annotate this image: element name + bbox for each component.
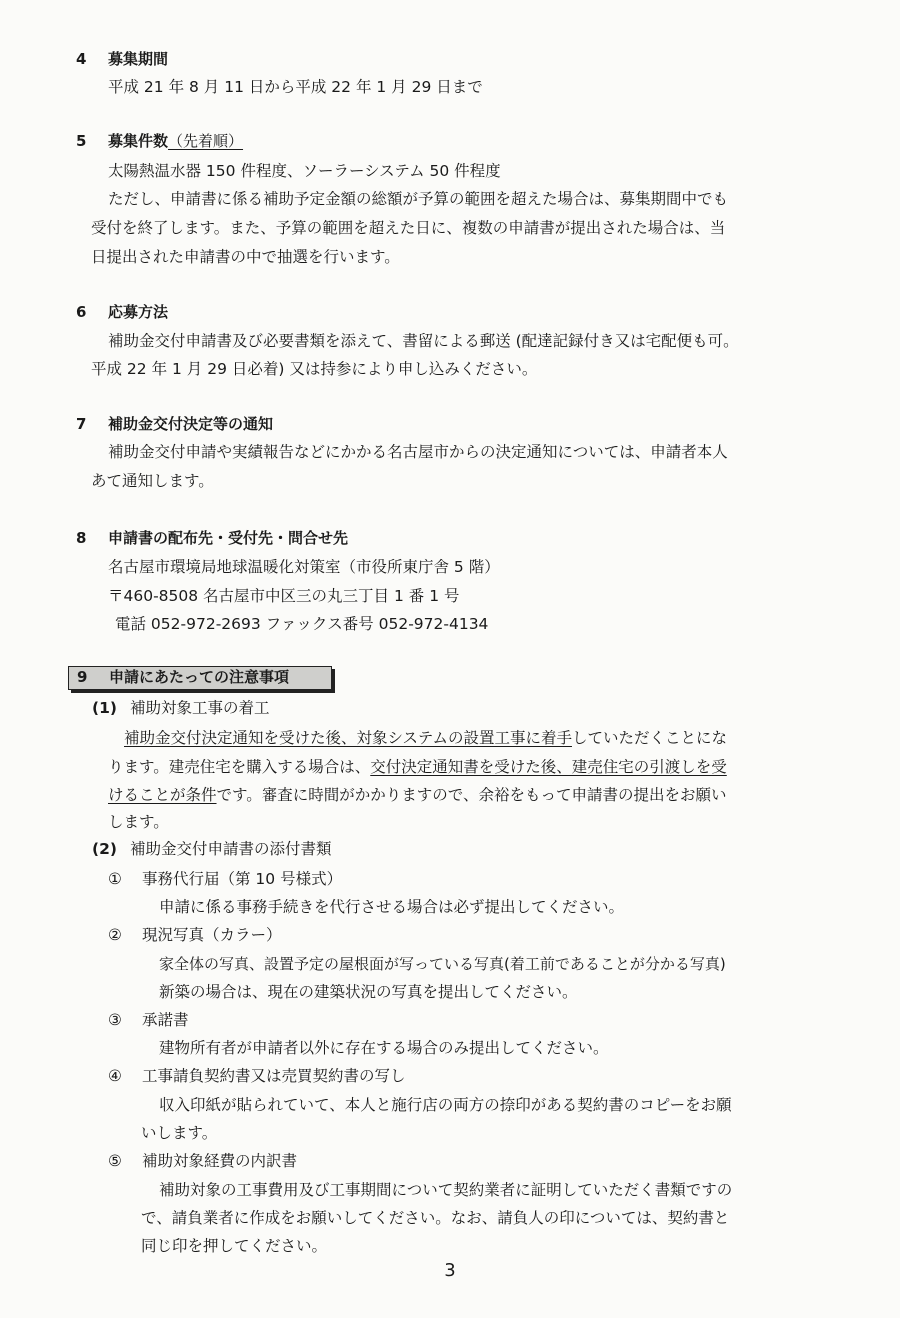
item-description: 収入印紙が貼られていて、本人と施行店の両方の捺印がある契約書のコピーをお願 <box>159 1096 732 1114</box>
subsection-1-line: 補助金交付決定通知を受けた後、対象システムの設置工事に着手していただくことにな <box>124 729 727 747</box>
item-description: 同じ印を押してください。 <box>141 1237 328 1255</box>
subsection-2-heading <box>92 838 332 860</box>
item-description: 補助対象の工事費用及び工事期間について契約業者に証明していただく書類ですの <box>159 1181 733 1199</box>
section-8-heading <box>76 527 348 549</box>
contact-address: 〒460-8508 名古屋市中区三の丸三丁目 1 番 1 号 <box>108 587 460 605</box>
subsection-1-heading <box>92 697 270 719</box>
section-title: 補助金交付決定等の通知 <box>108 415 274 433</box>
item-title: 工事請負契約書又は売買契約書の写し <box>142 1067 406 1085</box>
item-mark: ③ <box>108 1011 122 1029</box>
item-mark: ⑤ <box>108 1152 122 1170</box>
attachment-item-2 <box>108 924 282 946</box>
item-title: 承諾書 <box>142 1011 189 1029</box>
subsection-1-line: ります。建売住宅を購入する場合は、交付決定通知書を受けた後、建売住宅の引渡しを受 <box>108 758 727 776</box>
item-description: 家全体の写真、設置予定の屋根面が写っている写真(着工前であることが分かる写真) <box>159 955 726 973</box>
item-description: いします。 <box>141 1124 218 1142</box>
section-5-line: 日提出された申請書の中で抽選を行います。 <box>91 248 400 266</box>
section-6-heading <box>76 301 168 323</box>
section-title: 募集件数 <box>108 132 169 150</box>
section-5-line: 受付を終了します。また、予算の範囲を超えた日に、複数の申請書が提出された場合は、当 <box>91 219 726 237</box>
underlined-text: 補助金交付決定通知を受けた後、対象システムの設置工事に着手 <box>124 729 572 747</box>
attachment-item-1 <box>108 868 342 890</box>
section-7-heading <box>76 413 273 435</box>
section-number: 6 <box>76 303 87 321</box>
section-7-line: 補助金交付申請や実績報告などにかかる名古屋市からの決定通知については、申請者本人 <box>108 443 728 461</box>
section-6-line: 補助金交付申請書及び必要書類を添えて、書留による郵送 (配達記録付き又は宅配便も可。 <box>108 332 739 350</box>
section-title: 申請書の配布先・受付先・問合せ先 <box>108 529 349 547</box>
section-number: 5 <box>76 132 87 150</box>
attachment-item-3 <box>108 1009 189 1031</box>
subsection-mark: (1) <box>92 699 117 717</box>
subsection-title: 補助金交付申請書の添付書類 <box>130 840 332 858</box>
section-4-heading <box>76 48 168 70</box>
underlined-text: けることが条件 <box>108 786 217 804</box>
section-5-heading <box>76 130 243 152</box>
attachment-item-5 <box>108 1150 297 1172</box>
section-number: 8 <box>76 529 87 547</box>
item-mark: ② <box>108 926 122 944</box>
page-number: 3 <box>444 1260 456 1281</box>
section-7-line: あて通知します。 <box>91 472 214 490</box>
section-title: 申請にあたっての注意事項 <box>109 668 290 686</box>
item-description: 申請に係る事務手続きを代行させる場合は必ず提出してください。 <box>159 898 625 916</box>
subsection-title: 補助対象工事の着工 <box>130 699 270 717</box>
item-description: で、請負業者に作成をお願いしてください。なお、請負人の印については、契約書と <box>141 1209 730 1227</box>
item-description: 新築の場合は、現在の建築状況の写真を提出してください。 <box>159 983 578 1001</box>
subsection-1-line: します。 <box>108 813 169 831</box>
section-number: 4 <box>76 50 87 68</box>
item-title: 補助対象経費の内訳書 <box>142 1152 298 1170</box>
contact-office: 名古屋市環境局地球温暖化対策室（市役所東庁舎 5 階） <box>108 558 500 576</box>
section-number: 9 <box>77 668 88 686</box>
item-title: 現況写真（カラー） <box>142 926 282 944</box>
section-5-line: 太陽熱温水器 150 件程度、ソーラーシステム 50 件程度 <box>108 162 501 180</box>
underlined-text: 交付決定通知書を受けた後、建売住宅の引渡しを受 <box>370 758 727 776</box>
item-mark: ① <box>108 870 122 888</box>
section-4-text: 平成 21 年 8 月 11 日から平成 22 年 1 月 29 日まで <box>108 78 483 96</box>
item-mark: ④ <box>108 1067 122 1085</box>
contact-phone-fax: 電話 052-972-2693 ファックス番号 052-972-4134 <box>115 615 489 633</box>
section-title: 応募方法 <box>108 303 169 321</box>
section-5-line: ただし、申請書に係る補助予定金額の総額が予算の範囲を超えた場合は、募集期間中でも <box>108 190 729 208</box>
subsection-mark: (2) <box>92 840 117 858</box>
section-6-line: 平成 22 年 1 月 29 日必着) 又は持参により申し込みください。 <box>91 360 538 378</box>
section-9-heading <box>68 666 332 690</box>
item-description: 建物所有者が申請者以外に存在する場合のみ提出してください。 <box>159 1039 609 1057</box>
attachment-item-4 <box>108 1065 406 1087</box>
section-title-suffix: （先着順） <box>168 132 244 150</box>
subsection-1-line: けることが条件です。審査に時間がかかりますので、余裕をもって申請書の提出をお願い <box>108 786 727 804</box>
item-title: 事務代行届（第 10 号様式） <box>142 870 343 888</box>
section-number: 7 <box>76 415 87 433</box>
section-title: 募集期間 <box>108 50 169 68</box>
